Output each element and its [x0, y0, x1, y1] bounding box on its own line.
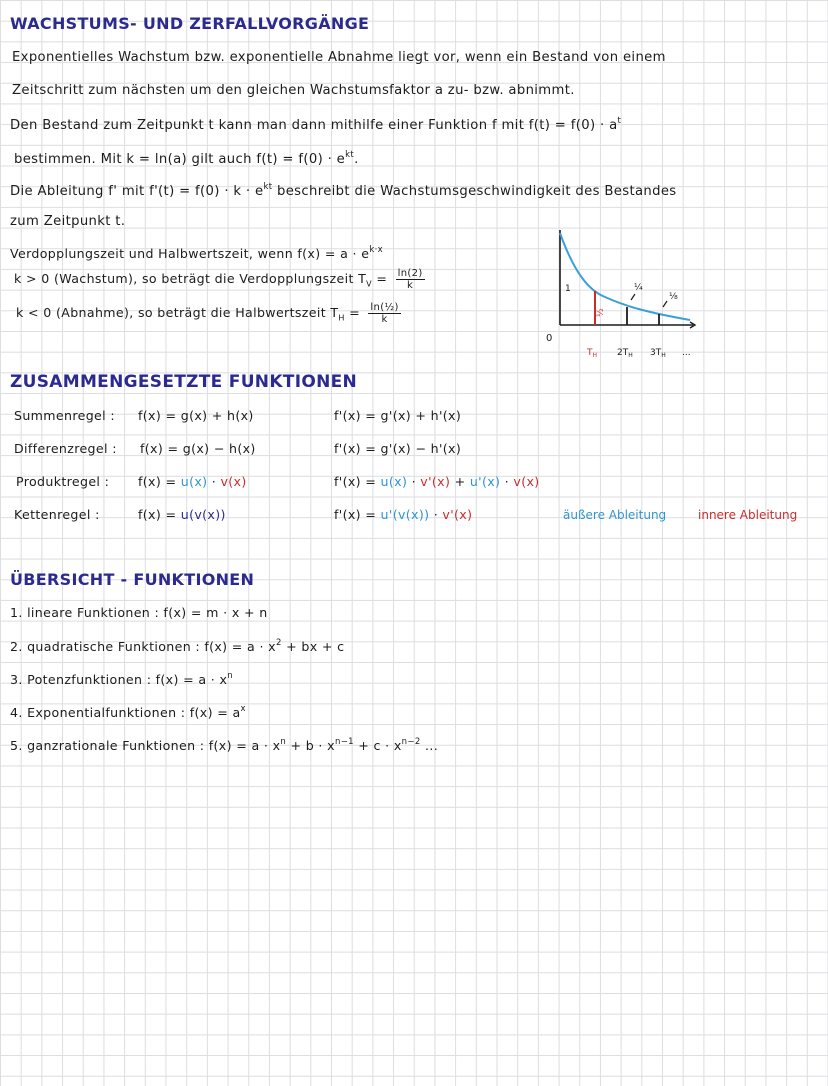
- formula-text: + b · x: [286, 738, 335, 753]
- section-title-growth: WACHSTUMS- UND ZERFALLVORGÄNGE: [10, 14, 370, 33]
- formula-text: f(x) =: [138, 507, 181, 522]
- rule-derivative-difference: f'(x) = g'(x) − h'(x): [334, 441, 462, 456]
- fraction-denominator: k: [381, 314, 388, 325]
- label-eighth: ⅛: [669, 292, 678, 302]
- fraction-numerator: ln(½): [370, 302, 399, 313]
- overview-item-quadratic: [10, 638, 344, 654]
- fraction-doubling: [396, 268, 425, 291]
- section-title-composite: ZUSAMMENGESETZTE FUNKTIONEN: [10, 372, 358, 392]
- exponent: kt: [263, 182, 273, 192]
- paragraph-line: [16, 302, 401, 325]
- label-quarter: ¼: [634, 283, 643, 293]
- formula-text: 4. Exponentialfunktionen : f(x) = a: [10, 705, 241, 720]
- eighth-pointer: [663, 301, 667, 307]
- tick-sub: H: [592, 352, 598, 359]
- rule-function-product: [138, 474, 247, 489]
- formula-text: ·: [500, 474, 514, 489]
- u-term: u(x): [180, 474, 208, 489]
- exponent: x: [240, 704, 246, 714]
- decay-graph: [535, 225, 705, 365]
- legend-outer-derivative: äußere Ableitung: [563, 508, 667, 522]
- formula-text: + bx + c: [281, 639, 345, 654]
- paragraph-line: [14, 150, 359, 167]
- tick-label: 2T: [617, 348, 629, 358]
- paragraph-line: [10, 182, 677, 199]
- formula-text: f'(x) =: [334, 507, 381, 522]
- v-term: v(x): [220, 474, 247, 489]
- decay-curve: [560, 233, 690, 320]
- paragraph-line: [10, 245, 383, 261]
- overview-item-polynomial: [10, 737, 438, 753]
- tick-label: 3T: [650, 348, 662, 358]
- rule-function-sum: f(x) = g(x) + h(x): [138, 408, 254, 423]
- formula-text: + c · x: [353, 738, 402, 753]
- formula-text: f(x) =: [138, 474, 181, 489]
- exponent: kt: [345, 150, 355, 160]
- formula-text: f'(x) =: [334, 474, 381, 489]
- paragraph-line: Zeitschritt zum nächsten um den gleichen Wachstumsfaktor a zu- bzw. abnimmt.: [12, 83, 575, 98]
- overview-item-power: [10, 671, 233, 687]
- formula-text: =: [371, 271, 392, 286]
- tick-3th: [650, 348, 666, 359]
- paragraph-line: [10, 116, 621, 133]
- label-half: ½: [596, 308, 606, 317]
- fraction-numerator: ln(2): [397, 268, 423, 279]
- quarter-pointer: [631, 294, 635, 300]
- v-prime-term: v'(x): [420, 474, 451, 489]
- formula-text: bestimmen. Mit k = ln(a) gilt auch f(t) = f(0) · e: [14, 152, 346, 167]
- rule-derivative-chain: [334, 507, 472, 522]
- rule-name-product: Produktregel :: [16, 474, 110, 489]
- subscript: H: [338, 313, 345, 323]
- paragraph-line: [14, 268, 425, 291]
- rule-function-chain: [138, 507, 226, 522]
- rule-function-difference: f(x) = g(x) − h(x): [140, 441, 256, 456]
- overview-item-linear: 1. lineare Funktionen : f(x) = m · x + n: [10, 605, 268, 620]
- subscript: V: [366, 279, 372, 289]
- composite-term: u(v(x)): [180, 507, 226, 522]
- exponent: 2: [275, 638, 282, 648]
- formula-text: +: [450, 474, 470, 489]
- tick-label: T: [587, 348, 593, 358]
- formula-text: =: [344, 305, 365, 320]
- inner-derivative-term: v'(x): [442, 507, 473, 522]
- exponent: k·x: [369, 245, 384, 255]
- v-term: v(x): [513, 474, 540, 489]
- label-one: 1: [565, 284, 571, 294]
- exponent: n−1: [334, 737, 354, 747]
- formula-text: 2. quadratische Funktionen : f(x) = a · x: [10, 639, 276, 654]
- rule-derivative-product: [334, 474, 540, 489]
- tick-sub: H: [661, 352, 666, 359]
- formula-text: 5. ganzrationale Funktionen : f(x) = a · x: [10, 738, 281, 753]
- rule-name-sum: Summenregel :: [14, 408, 115, 423]
- rule-derivative-sum: f'(x) = g'(x) + h'(x): [334, 408, 462, 423]
- exponent: t: [617, 116, 622, 126]
- tick-more: ...: [682, 348, 691, 358]
- formula-text: ·: [429, 507, 443, 522]
- tick-2th: [617, 348, 633, 359]
- fraction-denominator: k: [407, 280, 414, 291]
- u-term: u(x): [380, 474, 408, 489]
- formula-text: k < 0 (Abnahme), so beträgt die Halbwertszeit T: [16, 305, 339, 320]
- formula-text: ·: [407, 474, 421, 489]
- formula-text: k > 0 (Wachstum), so beträgt die Verdopplungszeit T: [14, 271, 367, 286]
- exponent: n−2: [401, 737, 421, 747]
- exponent: n: [227, 671, 234, 681]
- formula-text: Die Ableitung f' mit f'(t) = f(0) · k · e: [10, 184, 264, 199]
- section-title-overview: ÜBERSICHT - FUNKTIONEN: [10, 570, 255, 589]
- formula-text: .: [354, 152, 359, 167]
- overview-item-exponential: [10, 704, 246, 720]
- fraction-halflife: [368, 302, 400, 325]
- legend-inner-derivative: innere Ableitung: [698, 508, 798, 522]
- tick-th: [586, 348, 597, 359]
- tick-sub: H: [628, 352, 633, 359]
- rule-name-difference: Differenzregel :: [14, 441, 117, 456]
- formula-text: ·: [207, 474, 221, 489]
- exponent: n: [280, 737, 287, 747]
- paragraph-line: zum Zeitpunkt t.: [10, 214, 126, 229]
- formula-text: 3. Potenzfunktionen : f(x) = a · x: [10, 672, 228, 687]
- u-prime-term: u'(x): [469, 474, 501, 489]
- rule-name-chain: Kettenregel :: [14, 507, 100, 522]
- formula-text: ...: [420, 738, 439, 753]
- paragraph-line: Exponentielles Wachstum bzw. exponentielle Abnahme liegt vor, wenn ein Bestand von einem: [12, 50, 666, 65]
- formula-text: Verdopplungszeit und Halbwertszeit, wenn f(x) = a · e: [10, 246, 370, 261]
- formula-text: Den Bestand zum Zeitpunkt t kann man dann mithilfe einer Funktion f mit f(t) = f(0) · a: [10, 118, 618, 133]
- formula-text: beschreibt die Wachstumsgeschwindigkeit des Bestandes: [272, 184, 677, 199]
- label-origin: 0: [546, 333, 553, 344]
- outer-derivative-term: u'(v(x)): [380, 507, 430, 522]
